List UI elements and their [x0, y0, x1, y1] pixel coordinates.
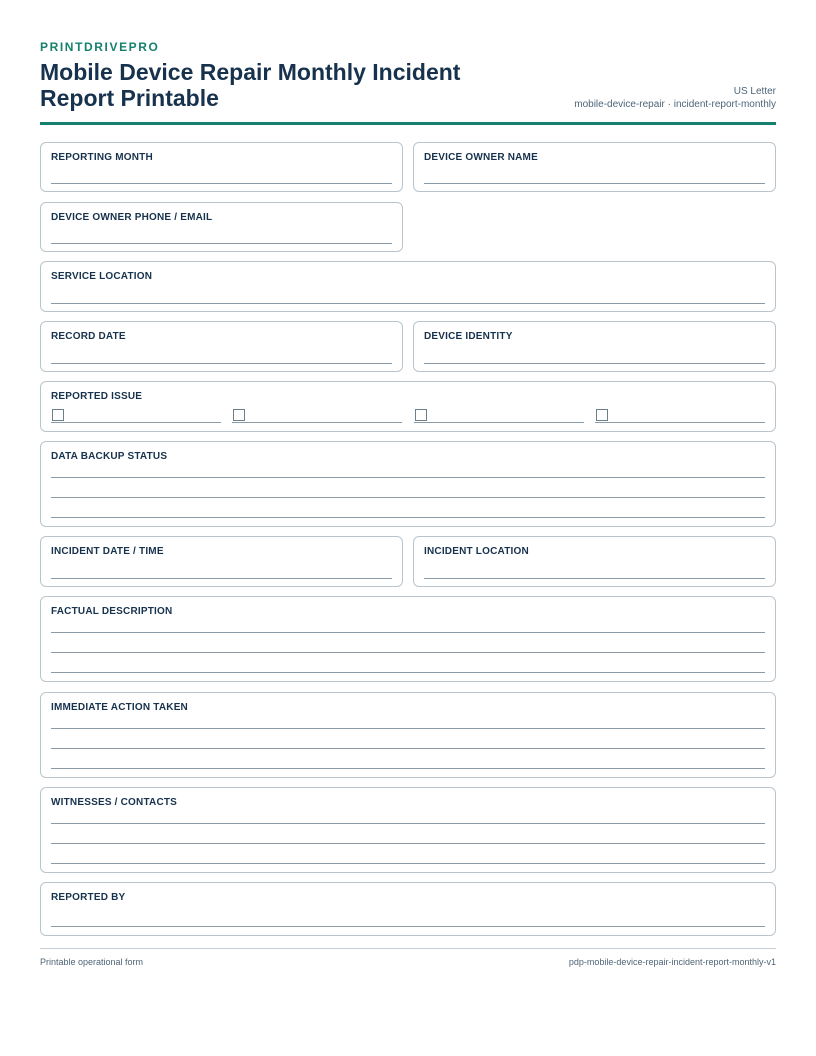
paper-size: US Letter: [733, 86, 776, 97]
device-owner-contact-label: DEVICE OWNER PHONE / EMAIL: [51, 212, 213, 223]
write-line: [51, 183, 392, 184]
form-category: mobile-device-repair · incident-report-monthly: [574, 99, 776, 110]
incident-datetime-label: INCIDENT DATE / TIME: [51, 546, 164, 557]
write-line: [51, 823, 765, 824]
reported-issue-field: [40, 381, 776, 432]
write-line: [51, 728, 765, 729]
write-line: [51, 926, 765, 927]
factual-description-label: FACTUAL DESCRIPTION: [51, 606, 173, 617]
write-line: [51, 652, 765, 653]
page-title: Mobile Device Repair Monthly Incident Report Printable: [40, 59, 461, 111]
write-line: [424, 363, 765, 364]
device-owner-name-field[interactable]: [413, 142, 776, 192]
write-line: [51, 243, 392, 244]
issue-option-line-1[interactable]: [51, 422, 221, 423]
issue-checkbox-1[interactable]: [52, 409, 64, 421]
footer-note: Printable operational form: [40, 957, 144, 967]
brand-name: PRINTDRIVEPRO: [40, 40, 160, 54]
write-line: [51, 497, 765, 498]
form-page: [40, 0, 776, 967]
immediate-action-field[interactable]: [40, 692, 776, 778]
write-line: [51, 672, 765, 673]
issue-checkbox-2[interactable]: [233, 409, 245, 421]
record-date-field[interactable]: [40, 321, 403, 372]
issue-checkbox-4[interactable]: [596, 409, 608, 421]
incident-datetime-field[interactable]: [40, 536, 403, 587]
service-location-label: SERVICE LOCATION: [51, 271, 153, 282]
device-owner-contact-field[interactable]: [40, 202, 403, 252]
form-id: pdp-mobile-device-repair-incident-report-monthly-v1: [568, 957, 776, 967]
write-line: [51, 363, 392, 364]
witnesses-label: WITNESSES / CONTACTS: [51, 797, 178, 808]
data-backup-status-label: DATA BACKUP STATUS: [51, 451, 168, 462]
data-backup-status-field[interactable]: [40, 441, 776, 527]
footer-divider: [40, 948, 776, 949]
record-date-label: RECORD DATE: [51, 331, 126, 342]
write-line: [51, 843, 765, 844]
service-location-field[interactable]: [40, 261, 776, 312]
reported-by-label: REPORTED BY: [51, 892, 126, 903]
witnesses-field[interactable]: [40, 787, 776, 873]
write-line: [51, 748, 765, 749]
write-line: [51, 863, 765, 864]
form-meta: [574, 85, 776, 111]
reporting-month-field[interactable]: [40, 142, 403, 192]
write-line: [51, 578, 392, 579]
write-line: [51, 303, 765, 304]
reported-issue-label: REPORTED ISSUE: [51, 391, 143, 402]
issue-option-line-4[interactable]: [595, 422, 765, 423]
issue-option-line-2[interactable]: [232, 422, 402, 423]
write-line: [51, 477, 765, 478]
write-line: [51, 517, 765, 518]
write-line: [424, 183, 765, 184]
form-header: [40, 0, 776, 126]
device-owner-name-label: DEVICE OWNER NAME: [424, 152, 538, 163]
device-identity-field[interactable]: [413, 321, 776, 372]
issue-option-line-3[interactable]: [414, 422, 584, 423]
factual-description-field[interactable]: [40, 596, 776, 682]
reported-by-field[interactable]: [40, 882, 776, 936]
device-identity-label: DEVICE IDENTITY: [424, 331, 513, 342]
incident-location-field[interactable]: [413, 536, 776, 587]
issue-checkbox-3[interactable]: [415, 409, 427, 421]
write-line: [51, 768, 765, 769]
header-divider: [40, 122, 776, 125]
reporting-month-label: REPORTING MONTH: [51, 152, 153, 163]
immediate-action-label: IMMEDIATE ACTION TAKEN: [51, 702, 188, 713]
write-line: [51, 632, 765, 633]
incident-location-label: INCIDENT LOCATION: [424, 546, 529, 557]
write-line: [424, 578, 765, 579]
